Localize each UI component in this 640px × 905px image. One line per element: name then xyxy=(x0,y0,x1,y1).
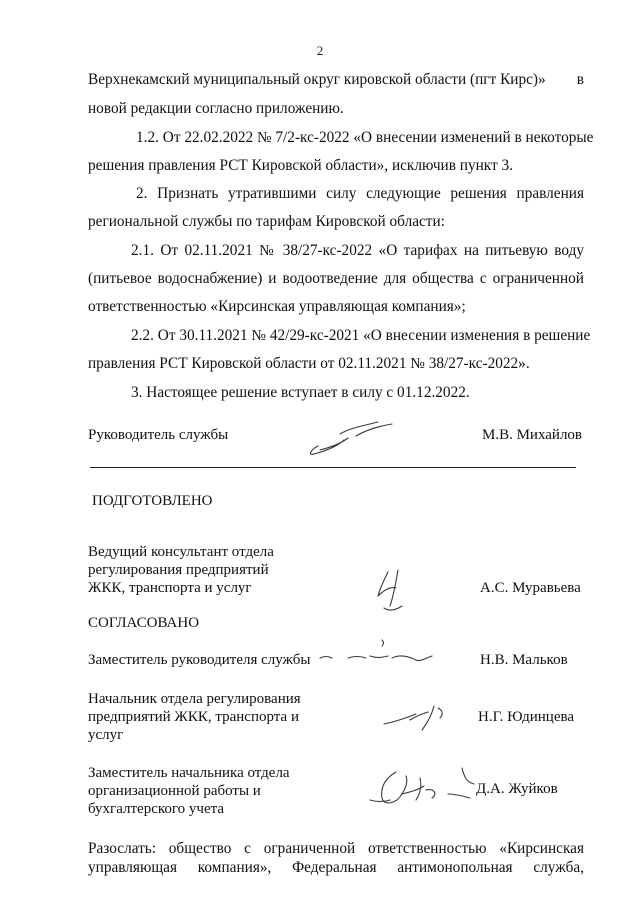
page-number: 2 xyxy=(316,43,324,58)
body-line: 2. Признать утратившими силу следующие решения правления xyxy=(136,185,584,202)
body-line: ответственностью «Кирсинская управляющая компания»; xyxy=(88,298,466,315)
body-line: 3. Настоящее решение вступает в силу с 01.12.2022. xyxy=(131,384,470,401)
prepared-heading: ПОДГОТОВЛЕНО xyxy=(92,493,213,509)
agreed-role: Начальник отдела регулирования xyxy=(88,691,301,707)
agreed-role: предприятий ЖКК, транспорта и xyxy=(88,709,299,725)
body-line: правления РСТ Кировской области от 02.11.2021 № 38/27-кс-2022». xyxy=(88,355,530,372)
body-line xyxy=(88,71,584,89)
head-signature-icon xyxy=(300,414,396,464)
agreed-role: услуг xyxy=(88,727,124,743)
agreed-role: бухгалтерского учета xyxy=(88,801,225,817)
body-line: 2.1. От 02.11.2021 № 38/27-кс-2022 «О тарифах на питьевую воду xyxy=(131,242,584,259)
body-line-text: в xyxy=(576,71,584,88)
agreed-name: Н.Г. Юдинцева xyxy=(478,709,575,725)
agreed-signature-icon xyxy=(318,636,438,670)
agreed-name: Н.В. Мальков xyxy=(480,652,568,668)
prepared-role: ЖКК, транспорта и услуг xyxy=(88,580,252,596)
head-title: Руководитель службы xyxy=(88,427,229,443)
divider xyxy=(90,467,576,468)
body-line: новой редакции согласно приложению. xyxy=(88,100,344,117)
agreed-role: организационной работы и xyxy=(88,783,261,799)
prepared-role: Ведущий консультант отдела xyxy=(88,544,274,560)
body-line: региональной службы по тарифам Кировской области: xyxy=(88,213,445,230)
prepared-name: А.С. Муравьева xyxy=(480,580,581,596)
prepared-signature-icon xyxy=(370,566,430,616)
distribution-line: управляющая компания», Федеральная антимонопольная служба, xyxy=(88,859,584,876)
body-line: 1.2. От 22.02.2022 № 7/2-кс-2022 «О внесении изменений в некоторые xyxy=(136,129,594,146)
agreed-signature-icon xyxy=(380,700,460,736)
head-name: М.В. Михайлов xyxy=(482,427,583,443)
agreed-role: Заместитель руководителя службы xyxy=(88,652,311,668)
agreed-name: Д.А. Жуйков xyxy=(476,781,558,797)
body-line: (питьевое водоснабжение) и водоотведение для общества с ограниченной xyxy=(88,270,584,287)
distribution-line: Разослать: общество с ограниченной ответственностью «Кирсинская xyxy=(88,840,584,857)
agreed-role: Заместитель начальника отдела xyxy=(88,765,290,781)
body-line: решения правления РСТ Кировской области», исключив пункт 3. xyxy=(88,157,514,174)
agreed-signature-icon xyxy=(366,764,478,812)
body-line-text: Верхнекамский муниципальный округ кировской области (пгт Кирс)» xyxy=(88,71,546,88)
body-line: 2.2. От 30.11.2021 № 42/29-кс-2021 «О внесении изменения в решение xyxy=(131,327,591,344)
prepared-role: регулирования предприятий xyxy=(88,562,269,578)
agreed-heading: СОГЛАСОВАНО xyxy=(88,615,200,631)
